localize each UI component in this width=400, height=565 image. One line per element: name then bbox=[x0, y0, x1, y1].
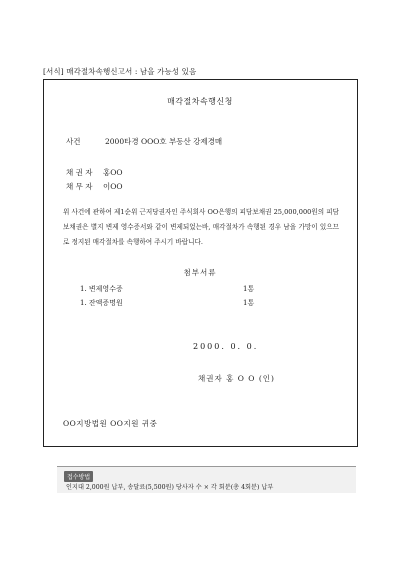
form-border bbox=[43, 79, 358, 447]
form-title: 매각절차속행신청 bbox=[167, 97, 233, 106]
attachment-name: 1. 잔액증명원 bbox=[80, 299, 123, 307]
signer-line: 채권자 홍 O O (인) bbox=[198, 374, 275, 383]
filing-date: 2000. 0. 0. bbox=[193, 342, 259, 351]
request-body: 위 사건에 관하여 제1순위 근저당권자인 주식회사 OO은행의 피담보채권 25,000,000원의 피담보채권은 별지 변제 영수증서와 같이 변제되었는바, 매각절차가 속행된 경우 남을 가망이 있으므로 정지된 매각절차를 속행하여 주시기 바랍니다. bbox=[63, 208, 339, 246]
fee-method-badge: 접수방법 bbox=[64, 471, 93, 482]
attachment-count: 1통 bbox=[243, 285, 255, 293]
document-heading: [서식] 매각절차속행신고서 : 남을 가능성 있음 bbox=[43, 67, 197, 76]
debtor-label: 채 무 자 bbox=[66, 182, 93, 191]
creditor-value: 홍OO bbox=[103, 168, 123, 177]
attachment-name: 1. 변제영수증 bbox=[80, 285, 123, 293]
debtor-value: 이OO bbox=[103, 182, 123, 191]
creditor-label: 채 권 자 bbox=[66, 168, 93, 177]
attachments-title: 첨부서류 bbox=[183, 268, 217, 277]
court-addressee: OO지방법원 OO지원 귀중 bbox=[63, 419, 158, 428]
attachment-count: 1통 bbox=[243, 299, 255, 307]
case-label: 사건 bbox=[66, 137, 81, 146]
case-value: 2000타경 OOO호 부동산 강제경매 bbox=[105, 137, 223, 146]
fee-method-text: 인지대 2,000원 납부, 송달료(5,500원) 당사자 수 × 각 회분(총 4회분) 납부 bbox=[66, 484, 274, 491]
